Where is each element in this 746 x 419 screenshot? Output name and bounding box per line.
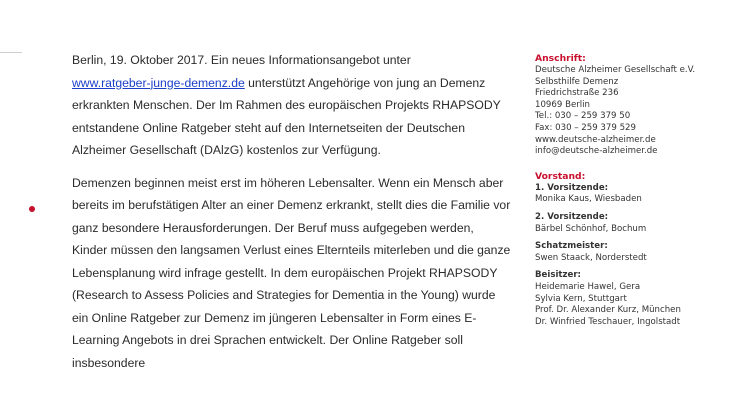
board-heading: Vorstand: [535, 170, 586, 182]
chair2-name: Bärbel Schönhof, Bochum [535, 223, 647, 234]
press-release-body [72, 49, 512, 374]
assessor-name: Heidemarie Hawel, Gera [535, 281, 641, 292]
assessor-name: Prof. Dr. Alexander Kurz, München [535, 305, 681, 316]
address-heading: Anschrift: [535, 53, 586, 64]
assessors-label: Beisitzer: [535, 270, 581, 281]
email-line: info@deutsche-alzheimer.de [535, 146, 658, 157]
red-bullet-icon [29, 206, 35, 212]
phone-line: Tel.: 030 – 259 379 50 [535, 111, 631, 122]
address-block [535, 65, 740, 158]
website-line: www.deutsche-alzheimer.de [535, 134, 656, 145]
assessor-name: Dr. Winfried Teschauer, Ingolstadt [535, 316, 681, 327]
address-line: Selbsthilfe Demenz [535, 76, 619, 87]
address-line: Deutsche Alzheimer Gesellschaft e.V. [535, 65, 696, 75]
header-rule [0, 52, 22, 53]
fax-line: Fax: 030 – 259 379 529 [535, 122, 636, 133]
body-paragraph: Demenzen beginnen meist erst im höheren Lebensalter. Wenn ein Mensch aber bereits im berufstätigen Alter an einer Demenz erkrankt, stellt dies die Familie vor ganz besondere Herausforderungen. Der Beruf muss aufgegeben werden, Kinder müssen den langsamen Verlust eines Elternteils miterleben und die ganze Lebensplanung wird infrage gestellt. In dem europäischen Projekt RHAPSODY (Research to Assess Policies and Strategies for Dementia in the Young) wurde ein Online Ratgeber zur Demenz im jüngeren Lebensalter in Form eines E-Learning Angebots in drei Sprachen entwickelt. Der Online Ratgeber soll insbesondere [72, 175, 511, 370]
sidebar-contact [535, 53, 740, 328]
treasurer-name: Swen Staack, Norderstedt [535, 252, 647, 263]
intro-text-end: unterstützt Angehörige von jung an Demenz erkrankten Menschen. Der Im Rahmen des europäischen Projekts RHAPSODY entstandene Online Ratgeber steht auf den Internetseiten der Deutschen Alzheimer Gesellschaft (DAlzG) kostenlos zur Verfügung. [72, 75, 501, 157]
address-line: 10969 Berlin [535, 99, 591, 110]
chair2-label: 2. Vorsitzende: [535, 211, 609, 222]
ratgeber-link[interactable]: www.ratgeber-junge-demenz.de [72, 75, 245, 90]
chair1-label: 1. Vorsitzende: [535, 182, 609, 193]
assessor-name: Sylvia Kern, Stuttgart [535, 293, 627, 304]
intro-paragraph [72, 49, 512, 162]
chair1-name: Monika Kaus, Wiesbaden [535, 194, 642, 205]
treasurer-label: Schatzmeister: [535, 241, 608, 252]
address-line: Friedrichstraße 236 [535, 88, 619, 99]
intro-text-start: Berlin, 19. Oktober 2017. Ein neues Informationsangebot unter [72, 53, 411, 67]
